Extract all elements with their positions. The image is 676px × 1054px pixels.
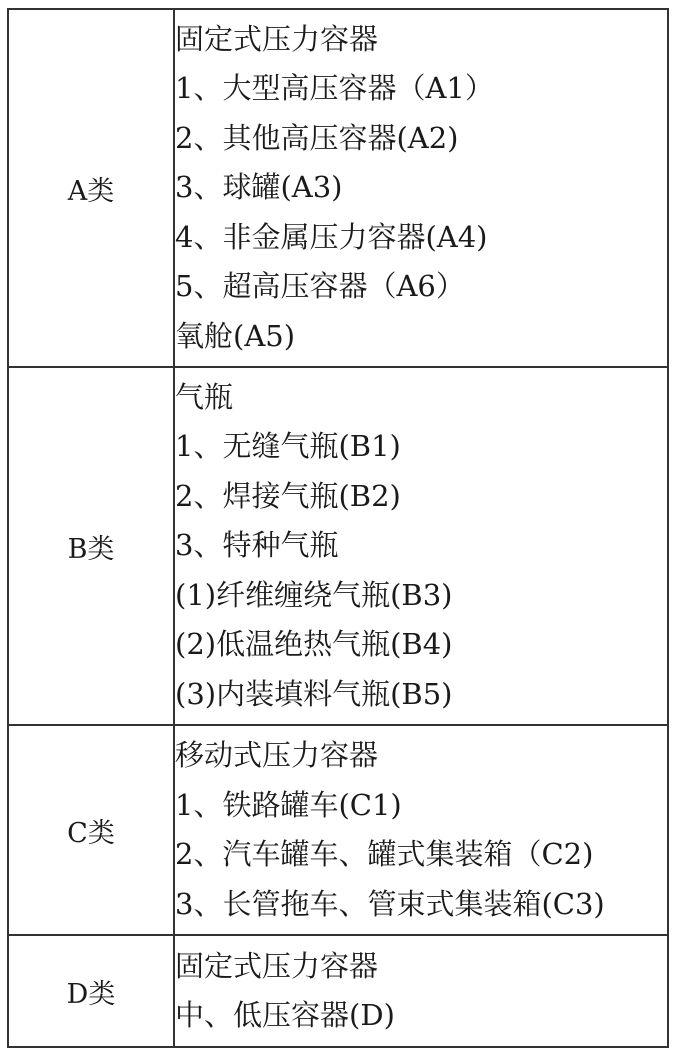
list-item: (2)低温绝热气瓶(B4) (175, 627, 453, 662)
list-item: 1、大型高压容器（A1） (175, 71, 494, 106)
list-item: 3、球罐(A3) (175, 170, 343, 205)
list-item: 氧舱(A5) (175, 318, 296, 353)
list-item: 3、特种气瓶 (175, 528, 339, 563)
table-row-b (8, 367, 668, 725)
items-cell (174, 9, 668, 367)
category-cell: D类 (8, 935, 174, 1047)
list-item: 2、汽车罐车、罐式集装箱（C2) (175, 837, 594, 871)
table-row-d (8, 935, 668, 1047)
table-row-a (8, 9, 668, 367)
list-item: 移动式压力容器 (175, 738, 379, 772)
table-row-c (8, 725, 668, 935)
list-item: 2、其他高压容器(A2) (175, 120, 459, 155)
list-item: 1、无缝气瓶(B1) (175, 429, 401, 464)
list-item: 固定式压力容器 (175, 21, 379, 56)
category-cell: A类 (8, 9, 174, 367)
items-cell (174, 725, 668, 935)
list-item: 气瓶 (175, 379, 234, 414)
category-cell: C类 (8, 725, 174, 935)
list-item: (3)内装填料气瓶(B5) (175, 676, 453, 711)
category-cell: B类 (8, 367, 174, 725)
list-item: 固定式压力容器 (175, 948, 379, 983)
list-item: 4、非金属压力容器(A4) (175, 219, 488, 254)
list-item: 中、低压容器(D) (175, 998, 395, 1032)
list-item: 1、铁路罐车(C1) (175, 787, 402, 822)
list-item: 2、焊接气瓶(B2) (175, 478, 401, 513)
pressure-vessel-classification-table (7, 8, 669, 1048)
items-cell (174, 935, 668, 1047)
list-item: 5、超高压容器（A6） (175, 269, 465, 304)
items-cell (174, 367, 668, 725)
list-item: (1)纤维缠绕气瓶(B3) (175, 577, 453, 612)
list-item: 3、长管拖车、管束式集装箱(C3) (175, 886, 605, 921)
